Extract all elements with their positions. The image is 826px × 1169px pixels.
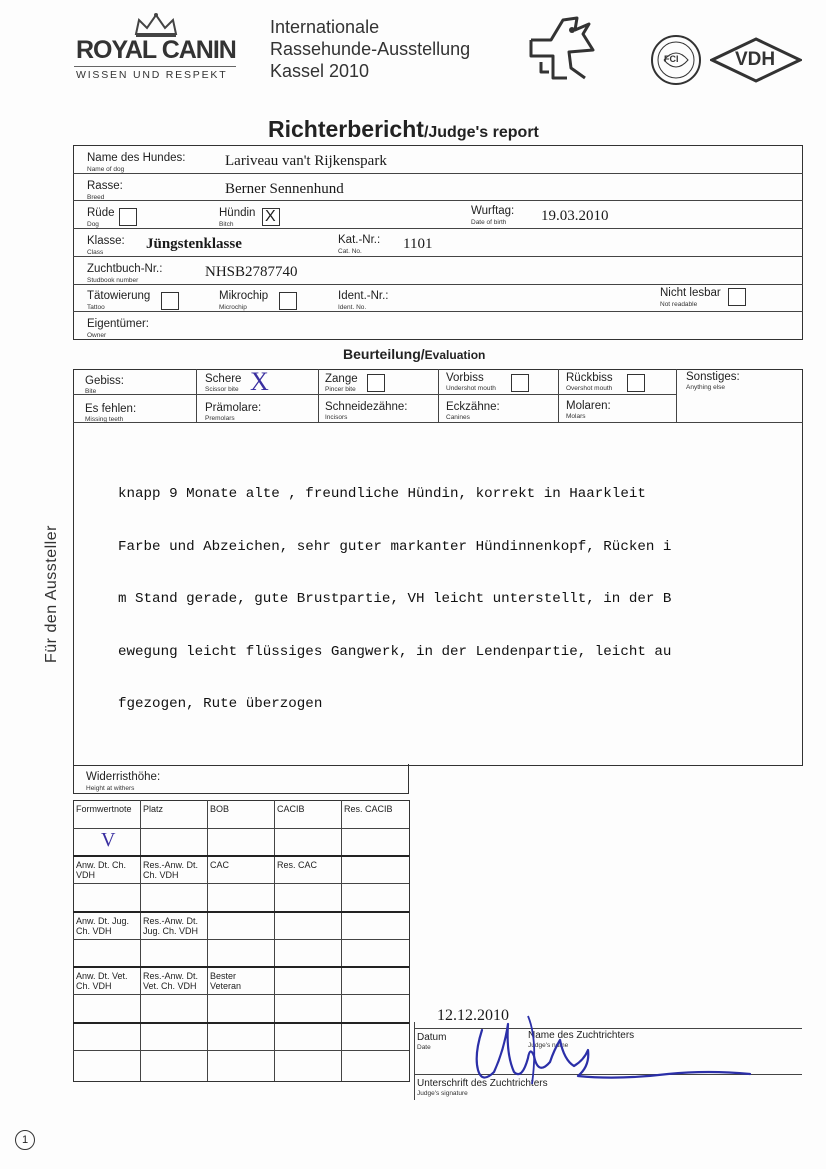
signature-label: Unterschrift des Zuchtrichters xyxy=(417,1078,548,1089)
event-line-3: Kassel 2010 xyxy=(270,61,370,81)
female-sublabel: Bitch xyxy=(219,221,234,228)
page-number-value: 1 xyxy=(21,1134,29,1146)
class-sublabel: Class xyxy=(87,249,104,256)
overshot-label: Rückbiss xyxy=(566,372,613,384)
award-cell: CAC xyxy=(210,860,230,870)
scissor-label: Schere xyxy=(205,373,242,385)
report-line: knapp 9 Monate alte , freundliche Hündin, korrekt in Haarkleit xyxy=(118,486,646,502)
pincer-label: Zange xyxy=(325,373,358,385)
award-header: CACIB xyxy=(277,804,305,814)
report-line: Farbe und Abzeichen, sehr guter markanter Hündinnenkopf, Rücken i xyxy=(118,538,672,555)
canine-sublabel: Canines xyxy=(446,414,470,421)
missing-teeth-sublabel: Missing teeth xyxy=(85,416,124,423)
female-check-mark: X xyxy=(265,208,276,225)
chip-sublabel: Microchip xyxy=(219,304,247,311)
chip-checkbox[interactable] xyxy=(279,292,297,310)
studbook-label: Zuchtbuch-Nr.: xyxy=(87,263,163,275)
ident-sublabel: Ident. No. xyxy=(338,304,367,311)
title-sub: /Judge's report xyxy=(423,124,539,141)
undershot-label: Vorbiss xyxy=(446,372,484,384)
dog-emblem-icon xyxy=(527,12,607,80)
award-header: Res. CACIB xyxy=(344,804,393,814)
page-title xyxy=(268,116,539,143)
report-line: ewegung leicht flüssiges Gangwerk, in der Lendenpartie, leicht au xyxy=(118,643,672,660)
pincer-checkbox[interactable] xyxy=(367,374,385,392)
dog-name-value: Lariveau van't Rijkenspark xyxy=(225,153,387,169)
birth-label: Wurftag: xyxy=(471,205,515,217)
award-cell: Anw. Dt. Ch. VDH xyxy=(76,860,127,880)
tattoo-sublabel: Tattoo xyxy=(87,304,105,311)
incisor-label: Schneidezähne: xyxy=(325,401,408,413)
grade-mark: V xyxy=(101,829,116,851)
award-cell: Anw. Dt. Jug. Ch. VDH xyxy=(76,916,130,936)
brand-name: ROYAL CANIN xyxy=(76,36,236,64)
evaluation-heading xyxy=(343,346,485,364)
exhibitor-side-label: Für den Aussteller xyxy=(43,525,60,663)
withers-label: Widerristhöhe: xyxy=(86,771,161,783)
molar-label: Molaren: xyxy=(566,400,611,412)
awards-table xyxy=(73,800,410,1082)
date-sublabel: Date xyxy=(417,1044,431,1051)
report-line: fgezogen, Rute überzogen xyxy=(118,696,323,712)
class-value: Jüngstenklasse xyxy=(146,236,242,252)
report-date-value: 12.12.2010 xyxy=(437,1007,509,1024)
tattoo-label: Tätowierung xyxy=(87,290,151,302)
canine-label: Eckzähne: xyxy=(446,401,500,413)
page-number xyxy=(15,1130,35,1150)
premolar-label: Prämolare: xyxy=(205,402,262,414)
event-line-1: Internationale xyxy=(270,17,380,37)
missing-teeth-label: Es fehlen: xyxy=(85,403,137,415)
judge-name-sublabel: Judge's name xyxy=(528,1042,569,1049)
award-cell: Bester Veteran xyxy=(210,971,242,991)
male-sublabel: Dog xyxy=(87,221,99,228)
owner-label: Eigentümer: xyxy=(87,318,150,330)
overshot-checkbox[interactable] xyxy=(627,374,645,392)
withers-sublabel: Height at withers xyxy=(86,785,135,792)
evaluation-heading-sub: Evaluation xyxy=(424,348,486,362)
scissor-check-mark: X xyxy=(250,367,269,396)
award-header: Platz xyxy=(143,804,164,814)
award-header: Formwertnote xyxy=(76,804,132,814)
event-line-2: Rassehunde-Ausstellung xyxy=(270,39,471,59)
signature-sublabel: Judge's signature xyxy=(417,1090,468,1097)
studbook-sublabel: Studbook number xyxy=(87,277,139,284)
male-label: Rüde xyxy=(87,207,115,219)
evaluation-heading-main: Beurteilung/ xyxy=(343,346,425,362)
female-checkbox[interactable] xyxy=(262,208,280,226)
bite-sublabel: Bite xyxy=(85,388,97,395)
bite-label: Gebiss: xyxy=(85,375,124,387)
male-checkbox[interactable] xyxy=(119,208,137,226)
not-readable-sublabel: Not readable xyxy=(660,301,698,308)
owner-sublabel: Owner xyxy=(87,332,107,339)
undershot-checkbox[interactable] xyxy=(511,374,529,392)
title-main: Richterbericht xyxy=(268,116,424,142)
award-header: BOB xyxy=(210,804,230,814)
birth-sublabel: Date of birth xyxy=(471,219,507,226)
premolar-sublabel: Premolars xyxy=(205,415,235,422)
other-sublabel: Anything else xyxy=(686,384,726,391)
cat-no-value: 1101 xyxy=(403,236,433,252)
female-label: Hündin xyxy=(219,207,256,219)
event-title xyxy=(270,16,470,82)
report-text xyxy=(118,451,778,731)
birth-value: 19.03.2010 xyxy=(541,208,609,224)
other-label: Sonstiges: xyxy=(686,371,740,383)
undershot-sublabel: Undershot mouth xyxy=(446,385,496,392)
award-cell: Res. CAC xyxy=(277,860,318,870)
class-label: Klasse: xyxy=(87,235,125,247)
pincer-sublabel: Pincer bite xyxy=(325,386,356,393)
overshot-sublabel: Overshot mouth xyxy=(566,385,613,392)
crown-icon xyxy=(133,12,179,38)
brand-tagline: WISSEN UND RESPEKT xyxy=(76,69,228,81)
dog-name-sublabel: Name of dog xyxy=(87,166,125,173)
chip-label: Mikrochip xyxy=(219,290,269,302)
breed-sublabel: Breed xyxy=(87,194,105,201)
breed-value: Berner Sennenhund xyxy=(225,181,344,197)
judge-signature-icon xyxy=(468,1010,753,1095)
cat-no-sublabel: Cat. No. xyxy=(338,248,362,255)
vdh-text: VDH xyxy=(735,49,776,70)
not-readable-checkbox[interactable] xyxy=(728,288,746,306)
judge-name-label: Name des Zuchtrichters xyxy=(528,1030,635,1041)
dog-name-label: Name des Hundes: xyxy=(87,152,186,164)
cat-no-label: Kat.-Nr.: xyxy=(338,234,381,246)
award-cell: Res.-Anw. Dt. Jug. Ch. VDH xyxy=(143,916,199,936)
report-line: m Stand gerade, gute Brustpartie, VH leicht unterstellt, in der B xyxy=(118,591,672,607)
fci-text: FCI xyxy=(664,54,679,64)
breed-label: Rasse: xyxy=(87,180,123,192)
tattoo-checkbox[interactable] xyxy=(161,292,179,310)
ident-label: Ident.-Nr.: xyxy=(338,290,389,302)
award-cell: Res.-Anw. Dt. Ch. VDH xyxy=(143,860,199,880)
award-cell: Res.-Anw. Dt. Vet. Ch. VDH xyxy=(143,971,199,991)
scissor-sublabel: Scissor bite xyxy=(205,386,239,393)
molar-sublabel: Molars xyxy=(566,413,586,420)
incisor-sublabel: Incisors xyxy=(325,414,348,421)
date-label: Datum xyxy=(417,1032,447,1043)
not-readable-label: Nicht lesbar xyxy=(660,287,721,299)
award-cell: Anw. Dt. Vet. Ch. VDH xyxy=(76,971,128,991)
studbook-value: NHSB2787740 xyxy=(205,264,298,280)
